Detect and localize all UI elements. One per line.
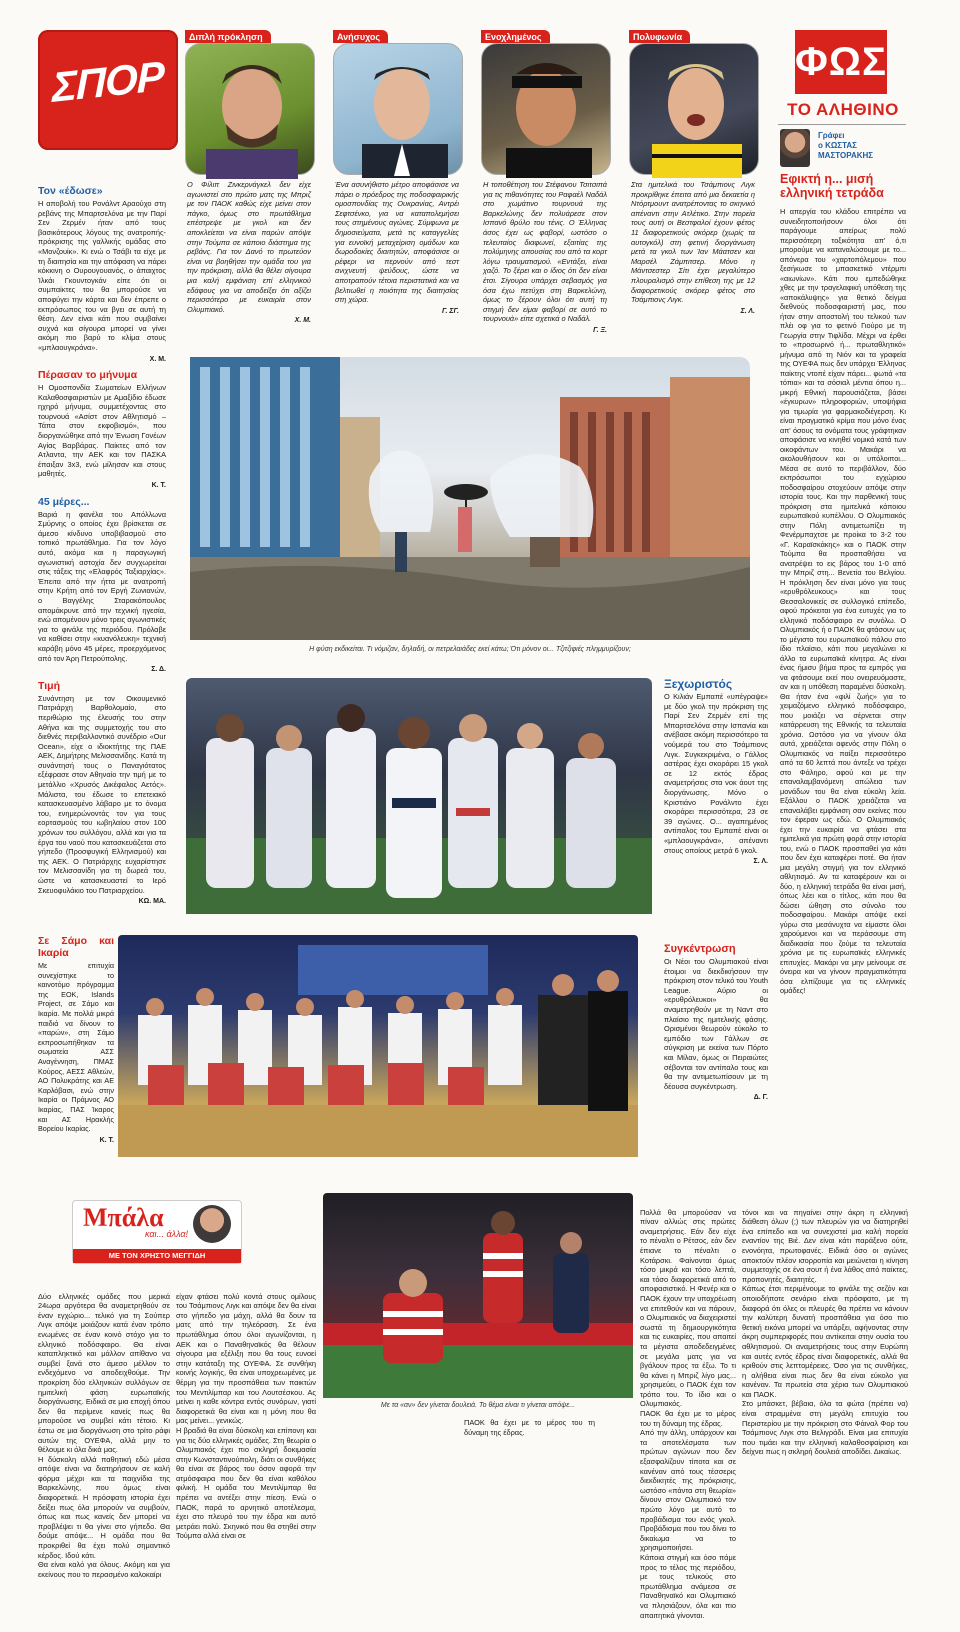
team-group-photo	[118, 935, 638, 1157]
item-headline: Πέρασαν το μήνυμα	[38, 369, 138, 382]
portrait-photo	[185, 43, 315, 175]
portrait-tag: Διπλή πρόκληση	[185, 30, 271, 43]
mpala-title: Μπάλα	[83, 1203, 164, 1232]
concentration-block	[664, 943, 768, 1158]
mpala-col-4	[742, 1198, 908, 1572]
item-body: Η Ομοσπονδία Σωματείων Ελλήνων Καλαθοσφαιριστών με Αμαξίδιο έδωσε ηχηρό μήνυμα, συμμετέχοντας στο τουρνουά «Ασίστ στον Αθλητισμό – Τάπα στον εκφοβισμό», που διοργανώθηκε από την Ένωση Γονέων Αγίας Βαρβάρας. Παίκτες από τον Ατλαντα, την ΑΕΚ και τον ΠΑΣΚΑ έπαιξαν 3x3, ενώ μίλησαν και στους μαθητές.	[38, 383, 166, 479]
columnist-avatar	[780, 129, 810, 167]
flood-caption: Η φύση εκδικείται. Τι νόμιζαν, δηλαδή, οι πετρελαιάδες εκεί κάτω; Ότι μόνον οι... Τζιτζιφιές πλημμυρίζουν;	[309, 646, 631, 653]
flood-photo	[190, 357, 750, 640]
fos-headline: Εφικτή η... μισή ελληνική τετράδα	[780, 172, 884, 200]
mpala-col-3	[640, 1198, 736, 1620]
mpala-header	[72, 1200, 242, 1264]
mpala-byline: ΜΕ ΤΟΝ ΧΡΗΣΤΟ ΜΕΓΓΙΔΗ	[73, 1249, 241, 1263]
item-headline: Συγκέντρωση	[664, 943, 736, 955]
portrait-text-2	[335, 180, 459, 330]
portrait-card-2	[333, 30, 463, 175]
item-headline: Ξεχωριστός	[664, 677, 733, 691]
psg-celebration-photo	[186, 678, 652, 914]
fos-body	[780, 207, 906, 1167]
signature: ΚΩ. ΜΑ.	[138, 898, 166, 906]
left-column	[38, 180, 166, 906]
byline-line1: Γράφει	[818, 131, 845, 140]
fos-byline	[778, 124, 906, 168]
item-headline: Τον «έδωσε»	[38, 185, 103, 197]
item-body: Βαριά η φανέλα του Απόλλωνα Σμύρνης ο οποίος έχει βρίσκεται σε άμεσο κίνδυνο υποβιβασμού στο τοπικό πρωτάθλημα. Για τον λόγο αυτό, ακόμα και η παραγωγική αγωνιστική αστοχία δεν συγχωρείται στις τάξεις της «Ελαφρός Ταξιαρχίας». Έπειτα από την ήττα με ανατροπή στην Κρήτη από τον Εργή Ζωνιανών, ο Βαγγέλης Σταρακόπουλος απομάκρυνε από την τεχνική ηγεσία, ενώ απομένουν μόνο τρεις αγωνιστικές για το φινάλε της περιόδου. Πρόλαβε να καθίσει στην «κυανόλευκη» τεχνική καράβη μόνο 45 μέρες, προερχόμενος από τον Άρη Πετρούπολης.	[38, 509, 166, 663]
byline-line2: ο ΚΩΣΤΑΣ	[818, 141, 857, 150]
portrait-photo	[629, 43, 759, 175]
signature: Κ. Τ.	[99, 1136, 114, 1144]
item-body: Οι Νέοι του Ολυμπιακού είναι έτοιμοι να διεκδικήσουν την πρόκριση στον τελικό του Youth League. Αύριο οι «ερυθρόλευκοι» θα αναμετρηθούν με τη Ναντ στο πλαίσιο της ημιτελικής φάσης. Ορισμένοι θεωρούν εύκολο το εμπόδιο των Γάλλων σε σύγκριση με εκείνα των Πόρτο και Μίλαν, όμως οι Πειραιώτες σέβονται τον αντίπαλο τους και θα την αντιμετωπίσουν με τη δέουσα συγκέντρωση.	[664, 957, 768, 1091]
portrait-card-3	[481, 30, 611, 175]
item-headline: Σε Σάμο και Ικαρία	[38, 935, 114, 959]
item-body: Ο Κιλιάν Εμπαπέ «υπέγραψε» με δύο γκολ την πρόκριση της Παρί Σεν Ζερμέν επί της Μπαρτσελόνα στην Ισπανία και ανέβασε ακόμη περισσότερο τα νούμερά του στο Τσάμπιονς Λιγκ. Συγκεκριμένα, ο Γάλλος αστέρας έχει σκοράρει 15 γκολ σε 12 εκτός έδρας αναμετρήσεις στα νοκ άουτ της διοργάνωσης. Μόνο ο Κριστιάνο Ρονάλντο έχει σκοράρει περισσότερα, 23 σε 39 αγώνες. Ο... αγαπημένος αντίπαλος του Εμπαπέ είναι οι «μπλαουγκράνα», απέναντι στους οποίους μετρά 6 γκολ.	[664, 692, 768, 855]
mpala-col-3b	[323, 1418, 736, 1572]
portrait-card-1	[185, 30, 315, 175]
signature: Κ. Τ.	[151, 482, 166, 490]
item-body: Συνάντηση με τον Οικουμενικό Πατριάρχη Βαρθολομαίο, στο περιθώριο της έλευσής του στην Αθήνα και της συμμετοχής του στο διεθνές περιβαλλοντικό συνέδριο «Our Ocean», είχε ο ιδιοκτήτης της ΠΑΕ ΑΕΚ, Δημήτρης Μελισσανίδης. Κατά τη συνάντησή τους ο Παναγιότατος εξέφρασε στον Αθηναίο την τιμή με το μετάλλιο «Χρυσός Δικέφαλος Αετός». Μάλιστα, του έδωσε το επετειακό κατασκευασμένο λάβαρο με το όνομα του, ενημερώνοντάς τον για τους εορτασμούς του ιωβηλαίου στον 100 χρόνων του συλλόγου, αλλά και για τα έργα του ναού που κατασκευάζεται στο γήπεδο (Προσφυγική Ελληνισμού) και της ΑΕΚ. Ο Πατριάρχης ευχαρίστησε τον Μελισσανίδη για τη δωρεά του, ώστε να κατασκευαστεί το Ιερό Σκευοφυλάκιο του Πατριαρχείου.	[38, 693, 166, 895]
portrait-body: Ένα ασυνήθιστο μέτρο αποφάσισε να πάρει ο πρόεδρος της ποδοσφαιρικής ομοσπονδίας της Ουκρανίας, Αντρέι Σεφτσένκο, για να καταπολεμήσει τους στημένους αγώνες. Σύμφωνα με δημοσιεύματα, μετά τις καταγγελίες για ευνοϊκή μεταχείριση ομάδων και δωροδοκίες διαιτητών, αποφάσισε οι ρέφερι να περνούν από τεστ ανιχνευτή ψεύδους, ώστε να αποτραπούν τέτοια περιστατικά και να βελτιωθεί η ποιότητα της διαιτησίας στη χώρα.	[335, 180, 459, 305]
fos-logo	[795, 30, 887, 94]
item-body: Η αποβολή του Ρονάλντ Αραούχο στη ρεβάνς της Μπαρτσελόνα με την Παρί Σεν Ζερμέν ήταν από τους βασικότερους λόγους της ανατροπής-πρόκρισης της γαλλικής ομάδας στο «Μονζουίκ». Κι ενώ ο Τσάβι τα είχε με τη διαιτησία και την απόφαση να πάρει κόκκινη ο Ουρουγουανός, ο άπαιχτος Ίλκάι Γκουντογκάν είπε ότι οι συμπαίκτες του θα μπορούσε να αποφύγει την κάρτα και δεν έπρεπε ο εκπρόσωπος του να βγει σε αυτή τη θέση. Δεν είναι κάτι που συμβαίνει συχνά και σίγουρα μπορεί να γίνει ακόμη πιο βαρύ το κλίμα στους «μπλαουγκράνα».	[38, 199, 166, 352]
signature: Χ. Μ.	[149, 355, 166, 363]
portrait-body: Ο Φίλιπ Ζινκερνάγκελ δεν είχε αγωνιστεί στο πρώτο ματς της Μπριζ με τον ΠΑΟΚ καθώς είχε μείνει στον πάγκο, όμως στο πρωτάθλημα επέστρεψε με γκολ και δεν αποκλείεται να είναι παρών απόψε στην Τούμπα σε κάποιο διάστημα της ρεβάνς. Για τον Δανό το πρωτεύον είναι να βοηθήσει την ομάδα του για την πρόκριση, αλλά θα θέλει σίγουρα μια καλή εμφάνιση επί ελληνικού εδάφους για να αποδείξει ότι αξίζει περισσότερο με ευκαιρία στον Ολυμπιακό.	[187, 180, 311, 314]
portrait-text-4	[631, 180, 755, 330]
portrait-tag: Ενοχλημένος	[481, 30, 550, 43]
portrait-photo	[333, 43, 463, 175]
portrait-text-3	[483, 180, 607, 350]
portrait-text-1	[187, 180, 311, 330]
portrait-tag: Ανήσυχος	[333, 30, 388, 43]
olympiacos-photo	[323, 1193, 633, 1398]
mpala-col-2	[176, 1282, 316, 1572]
portrait-body: Στα ημιτελικά του Τσάμπιονς Λιγκ προκρίθηκε έπειτα από μια δεκαετία η Ντόρτμουντ ανατρέποντας το σκηνικό απέναντι στην Ατλέτικο. Στην πορεία τους αυτή οι Βεστφαλοί έχουν φέτος 11 διαφορετικούς σκόρερ (χωρίς τα αυτογκόλ) στη φετινή διοργάνωση μετά τα γκολ των Ίαν Μάατσεν και Μαρσέλ Ζάμπιτσερ. Μόνο η Μάντσεστερ Σίτι έχει μεγαλύτερο πλουραλισμό στην επίθεση της με 12 διαφορετικούς σκόρερ φέτος στο Τσάμπιονς Λιγκ.	[631, 180, 755, 305]
fos-body-text: Η απεργία του κλάδου επιτρέπει να συνειδητοποιήσουν όλοι ότι παράγουμε απείρως πολύ περισσότερη τοξικότητα απ' ό,τι μπορούμε να καταναλώσουμε με το... απόνερα του «χαρτοπόλεμου» που ξεσήκωσε το μπασκετικό ντέρμπι «αιωνίων». Κάτι που εμπεδώθηκε χθες με την τραγελαφική υπόθεση της «αποκάλυψης» για θετικό δείγμα διεθνούς ποδοσφαιριστή μας, που ήταν στην αποστολή του τελικού των πλέι οφ για το φετινό Γιούρο με τη Γεωργία στην Τιφλίδα. Μέχρι να έρθει το «προσωρινό ή... πρωταθλητικό» μήνυμα από τη Νιόν και τα γραφεία της ΟΥΕΦΑ πως δεν υπάρχει Έλληνας παίκτης ντοπέ είχαν πάρει... φωτιά «τα τόπια» και τα σόσιαλ μέντια όπου η... μικρή Εθνική παρουσιάζεται, βάσει «έγκυρων» πληροφοριών, υποψήφια για τιμωρία για φαρμακοδιέγερση. Κι είναι πραγματικό κρίμα που μόνο ένας απ' όσους τα ονόματα τους γράφτηκαν αποφάσισε να κινηθεί νομικά κατά των οικοφάντων του. Μακάρι να ακολουθήσουν και οι υπόλοιποι... Μέσα σε αυτό το περιβάλλον, δύο εκπρόσωποι του εγχώριου ποδοσφαίρου στοχεύουν απόψε στην ιστορία τους. Και την παρθενική τους πρόκριση στα ημιτελικά κάποιου ευρωπαϊκού κυπέλλου. Ο Ολυμπιακός στην Πόλη αντιμετωπίζει τη Φενέρμπαχτσε με προίκα το 3-2 του «Γ. Καραϊσκάκης» και ο ΠΑΟΚ στην Τούμπα θα προσπαθήσει να ανατρέψει το εις βάρος του 1-0 από την Μπριζ στη... Βενετία του Βελγίου. Η πρόκληση δεν είναι μόνο για τους «ερυθρόλευκους» και τους Θεσσαλονικείς σε συλλογικό επίπεδο, αφού πρόκειται για ένα ευτυχές για το ελληνικό ποδόσφαιρο εν συνόλω. Ο Ολυμπιακός ή ο ΠΑΟΚ θα φτάσουν ως το μέγιστο του ευρωπαϊκού πάλου στο ίδιο πλαίσιο, κάτι που μεγαλώνει κι άλλο τα ευρωπαϊκά κίνητρα. Ας είναι ένας ήμισυ βήμα προς τα εμπρός για να φτάσουμε εκεί που ονειρευόμαστε, αν και η υπόθεση παραμένει δύσκολη. Θα ήταν ένα «φιλί ζωής» για το χειμαζόμενο ελληνικό ποδόσφαιρο, που μοιάζει να σέρνεται στην κατάρρευση της Εθνικής τα τελευταία χρόνια. Ωστόσο για να γίνουν όλα αυτά, χρειάζεται αφενός στην Πόλη ο Ολυμπιακός να παίξει περισσότερο από τα 60 λεπτά που άντεξε να τρέχει στο Φάληρο, αφού και με την επαναλαμβανόμενη απώλεια των μονάδων του θα είναι εύκολη λεία. Εξάλλου ο ΠΑΟΚ χρειάζεται να επαναλάβει εμφάνιση σαν εκείνες που τον έφεραν ως εδώ. Ο Ολυμπιακός έχει την ευκαιρία να φτάσει στα ημιτελικά για πρώτη φορά στην ιστορία του, ενώ ο ΠΑΟΚ προσπαθεί για κάτι που δεν έχει καταφέρει ποτέ. Θα ήταν μια μεγάλη στιγμή για τον ελληνικό αθλητισμό. Αν τα καταφέρουν και οι δύο, η ελληνική τετράδα θα είναι μισή, όπως λέει και ο τίτλος, κάτι που θα δώσει ώθηση στο σύνολο του ποδοσφαίρου. Μακάρι απόψε εκεί γύρω στα μεσάνυχτα να είμαστε όλοι χαρούμενοι και να περάσουμε στη διαδικασία που ζούμε τα τελευταία χρόνια με τις ευρωπαϊκές ελληνικές επιτυχίες. Μακάρι να μην μείνουμε σε όνειρα και να γίνουν πραγματικότητα όσα ελπίζουμε για τις ελληνικές ομάδες!	[780, 207, 906, 995]
signature: Γ. Ξ.	[593, 326, 607, 334]
item-headline: Τιμή	[38, 679, 60, 692]
column-text-continued: ΠΑΟΚ θα έχει με το μέρος του τη δύναμη της έδρας.	[464, 1418, 595, 1437]
column-text: Δύο ελληνικές ομάδες που μερικά 24ωρα αργότερα θα αναμετρηθούν σε έναν εγχώριο... τελικό για τη Σούπερ Λιγκ απόψε μοιάζουν κατά έναν τρόπο ενωμένες σε έναν κοινό στόχο για το ελληνικό ποδόσφαιρο. Θα είναι καταπληκτικό και μάλλον απίθανο να συμβεί ξανά στο άμεσο μέλλον το ενδεχόμενο να αποδειχθούμε. Την προκρίση δύο ελληνικών συλλόγων σε ημιτελική φάση ευρωπαϊκής διοργάνωσης. Ειδικά σε μια εποχή όπου δεν θα περίμενε κανείς πως θα μπορούσε να συμβεί κάτι τέτοιο. Κι έστω σε μια διοργάνωση στο τρίτο ράφι αυτών της ΟΥΕΦΑ, αλλά μην το θέλουμε κι όλα δικά μας. Η δύσκολη αλλά παθητική εδώ μέσα απόψε είναι να διατηρήσουν σε καλή φόρμα μέχρι και τα παιχνίδια της Βαρκελώνης, που όμως είναι διαφορετικά. Η πρόσφατη ιστορία έχει δείξει πως όλα μπορούν να συμβούν, όπως και πως κανείς δεν μπορεί να προβλέψει τι θα γίνει στο γήπεδο. Θα δούμε απόψε... Η ομάδα που θα προκριθεί θα έχει πολύ σημαντικό κέρδος. Ιδού κάτι. Θα είναι καλό για όλους. Ακόμη και για εκείνους που το περασμένο καλοκαίρι	[38, 1291, 170, 1579]
signature: Δ. Γ.	[753, 1094, 768, 1102]
portrait-body: Η τοποθέτηση του Στέφανου Τσιτσιπά για τις πιθανότητες του Ραφαέλ Ναδάλ στο χωμάτινο τουρνουά της Βαρκελώνης δεν πολυάρεσε στον Ισπανό θρύλο του τένις. Ο Έλληνας άσος έχει ως φαβορί, ωστόσο ο τελευταίος διαφωνεί, εξαιτίας της πολύμηνης απουσίας του από τα κορτ λόγω τραυματισμού. «Εντάξει, είναι χαζό. Το ξέρει και ο ίδιος ότι δεν είναι έτσι. Σίγουρα υπάρχει σεβασμός για όσα έχω πετύχει στη Βαρκελώνη, όμως το ξέρουν όλοι ότι αυτή τη στιγμή δεν είμαι φαβορί σε αυτό το τουρνουά» είπε σχετικά ο Ναδάλ.	[483, 180, 607, 324]
fos-subtitle: ΤΟ ΑΛΗΘΙΝΟ	[787, 100, 899, 119]
portrait-card-4	[629, 30, 759, 175]
xexoristos-block	[664, 678, 768, 908]
item-body: Με επιτυχία συνεχίστηκε το καινοτόμο πρόγραμμα της ΕΟΚ, Islands Project, σε Σάμο και Ικαρία. Με πολλά μικρά παιδιά να δίνουν το «παρών», στη Σάμο εκπροσωπήθηκαν τα σωματεία ΑΣΣ Αναγέννηση, ΠΜΑΣ Κούρος, ΑΕΣΣ Αθλεών, ΑΟ Πολυκράτης και ΑΕ Καρλόβασι, ενώ στην Ικαρία οι Πράμνος ΑΟ Ικαρίας, ΠΑΣ Ίκαρος και ΑΣ Ηρακλής Βορείου Ικαρίας.	[38, 961, 114, 1134]
fos-logo-text: ΦΩΣ	[795, 39, 887, 84]
column-text: Πολλά θα μπορούσαν να πίναν αλλιώς στις πρώτες αναμετρήσεις. Εάν δεν είχε το πέναλτι ο Ρέτσος, εάν δεν έπιανε το πέναλτι ο Κοτάρσκι. Φαίνονται όμως τόσο μικρά και τόσο λεπτά, και τόσο διαφορετικά από το αποφασιστικό. Η Φενέρ και ο ΠΑΟΚ έχουν την υποχρέωση να επιτεθούν και να πάρουν, ο Ολυμπιακός να διαχειριστεί σωστά τη δημιουργικότητα και τις ευκαιρίες, που απαιτεί τα μέγιστα αποδεδειγμένες σε μεγάλα ματς για να βγάλουν προς τα έξω. Το τι θα κάνει η Μπριζ λίγο μας... χρησιμεύει, ο ΠΑΟΚ έχει τον τρόπο του. Το ίδιο και ο Ολυμπιακός. ΠΑΟΚ θα έχει με το μέρος του τη δύναμη της έδρας. Από την άλλη, υπάρχουν και τα αποτελέσματα των πρώτων αγώνων που δεν εξασφαλίζουν τίποτα και σε κανέναν από τους τέσσερις διεκδικητές της πρόκρισης, ωστόσο «πάντα στη θεωρία» δίνουν στον Ολυμπιακό τον πρώτο λόγο με αυτό το προβάδισμα του ενός γκολ. Προβάδισμα που του δίνει το δικαίωμα να το χρησιμοποιήσει. Κάποια στιγμή και όσο πάμε προς το τέλος της περιόδου, με τους τελικούς στο πρωτάθλημα ανάμεσα σε Παναθηναϊκό και Ολυμπιακό να πλησιάζουν, όλα και πιο απαιτητικά γίνονται.	[640, 1207, 736, 1620]
olympiacos-caption: Με τα «αν» δεν γίνεται δουλειά. Το θέμα είναι τι γίνεται απόψε...	[380, 1402, 576, 1409]
sports-logo	[38, 30, 178, 150]
mpala-subtitle: και... άλλα!	[145, 1229, 189, 1239]
signature: Χ. Μ.	[294, 317, 311, 325]
byline-line3: ΜΑΣΤΟΡΑΚΗΣ	[818, 151, 874, 160]
columnist-photo	[193, 1205, 231, 1243]
portrait-tag: Πολυφωνία	[629, 30, 690, 43]
samos-block	[38, 935, 114, 1160]
signature: Σ. Λ.	[740, 307, 755, 315]
signature: Γ. ΣΓ.	[442, 307, 459, 315]
signature: Σ. Δ.	[151, 666, 166, 674]
portrait-photo	[481, 43, 611, 175]
item-headline: 45 μέρες...	[38, 495, 90, 508]
column-text: είχαν φτάσει πολύ κοντά στους ομίλους του Τσάμπιονς Λιγκ και απόψε δεν θα είναι στο γήπεδο για μάχη, αλλά θα δουν τα ματς από την τηλεόραση. Σε ένα πρωτάθλημα όπου όλοι αγωνίζονται, η ΑΕΚ και ο Παναθηναϊκός θα θέλουν σίγουρα μια εξέλιξη που θα τους ευνοεί στην κατάταξη της ΟΥΕΦΑ. Σε συνθήκη κοινής λογικής, θα είναι υποχρεωμένες με θέρμη για την προσπάθεια των παικτών του Μεντιλίμπαρ και του Λουτσέσκου. Ας μείνει η καθε κόντρα εντός συνόρων, γιατί διαφορετικά θα είναι και η μόνη που θα μας μείνει... γενικώς. Η βραδιά θα είναι δύσκολη και επίπονη και για τις δύο ελληνικές ομάδες. Στη θεωρία ο Ολυμπιακός έχει πιο σκληρή δοκιμασία στην Κωνσταντινούπολη, διότι οι συνθήκες θα είναι σε βάρος του όσον αφορά την ατμόσφαιρα που δεν θα είναι καθόλου φιλική. Η ομάδα του Μεντιλίμπαρ θα πρέπει να αντέξει στην πίεση. Ενώ ο ΠΑΟΚ, παρά το αρνητικό αποτέλεσμα, έχει στο πλευρό του την έδρα και αυτό μετράει πολύ. Σκηνικό που θα στηθεί στην Τούμπα αλλά είναι σε	[176, 1291, 316, 1541]
mpala-col-1	[38, 1282, 170, 1579]
sports-logo-text: ΣΠΟΡ	[52, 52, 164, 111]
signature: Σ. Λ.	[753, 858, 768, 866]
column-text: τόνοι και να πηγαίνει στην άκρη η ελληνική διάθεση όλων (;) των πλευρών για να διατηρηθεί ένα επίπεδο και να συνεχιστεί μια καλή πορεία εναντίον της Βιέ. Δεν είναι κάτι παράξενο ούτε, ενονόητα, πρωτοφανές. Ειδικά όσο οι αγώνες αποκτούν πλέον ισορροπία και μειώνεται η κίνηση συμμετοχής σε ένα σουτ ή ένα λάθος από παίκτες, προπονητές, διαιτητές. Κάπως έτσι περιμένουμε το φινάλε της σεζόν και οποιοδήποτε σενάριο είναι πρόσφατο, με τη διαφορά ότι όλες οι πλευρές θα πρέπει να κάνουν την καλύτερη δυνατή προσπάθεια για όσο πιο θετική εικόνα μπορεί να υπάρξει, αφήνοντας στην άκρη συμπεριφορές που αντίκειται στην ουσία του αθλητισμού. Οι αναμετρήσεις τους στην Ευρώπη και αυτές εντός έδρας είναι διαφορετικές, αλλά θα κριθούν στις λεπτομέρειες. Όσο για τις συνθήκες, η αλήθεια είναι πως δεν θα είναι εύκολο για κανέναν. Τα πρωτεία στα χέρια των Ολυμπιακού και ΠΑΟΚ. Στο μπάσκετ, βέβαια, όλα τα φώτα (πρέπει να) είναι στραμμένα στη μεγάλη επιτυχία του Περιστερίου με την πρόκριση στο Φάιναλ Φορ του Τσάμπιονς Λιγκ στο Βελιγράδι. Είναι μια επιτυχία που τιμάει και την ελληνική καλαθοσφαίριση και δείχνει πως η σκληρή δουλειά αποδίδει. Δικαίως.	[742, 1207, 908, 1457]
